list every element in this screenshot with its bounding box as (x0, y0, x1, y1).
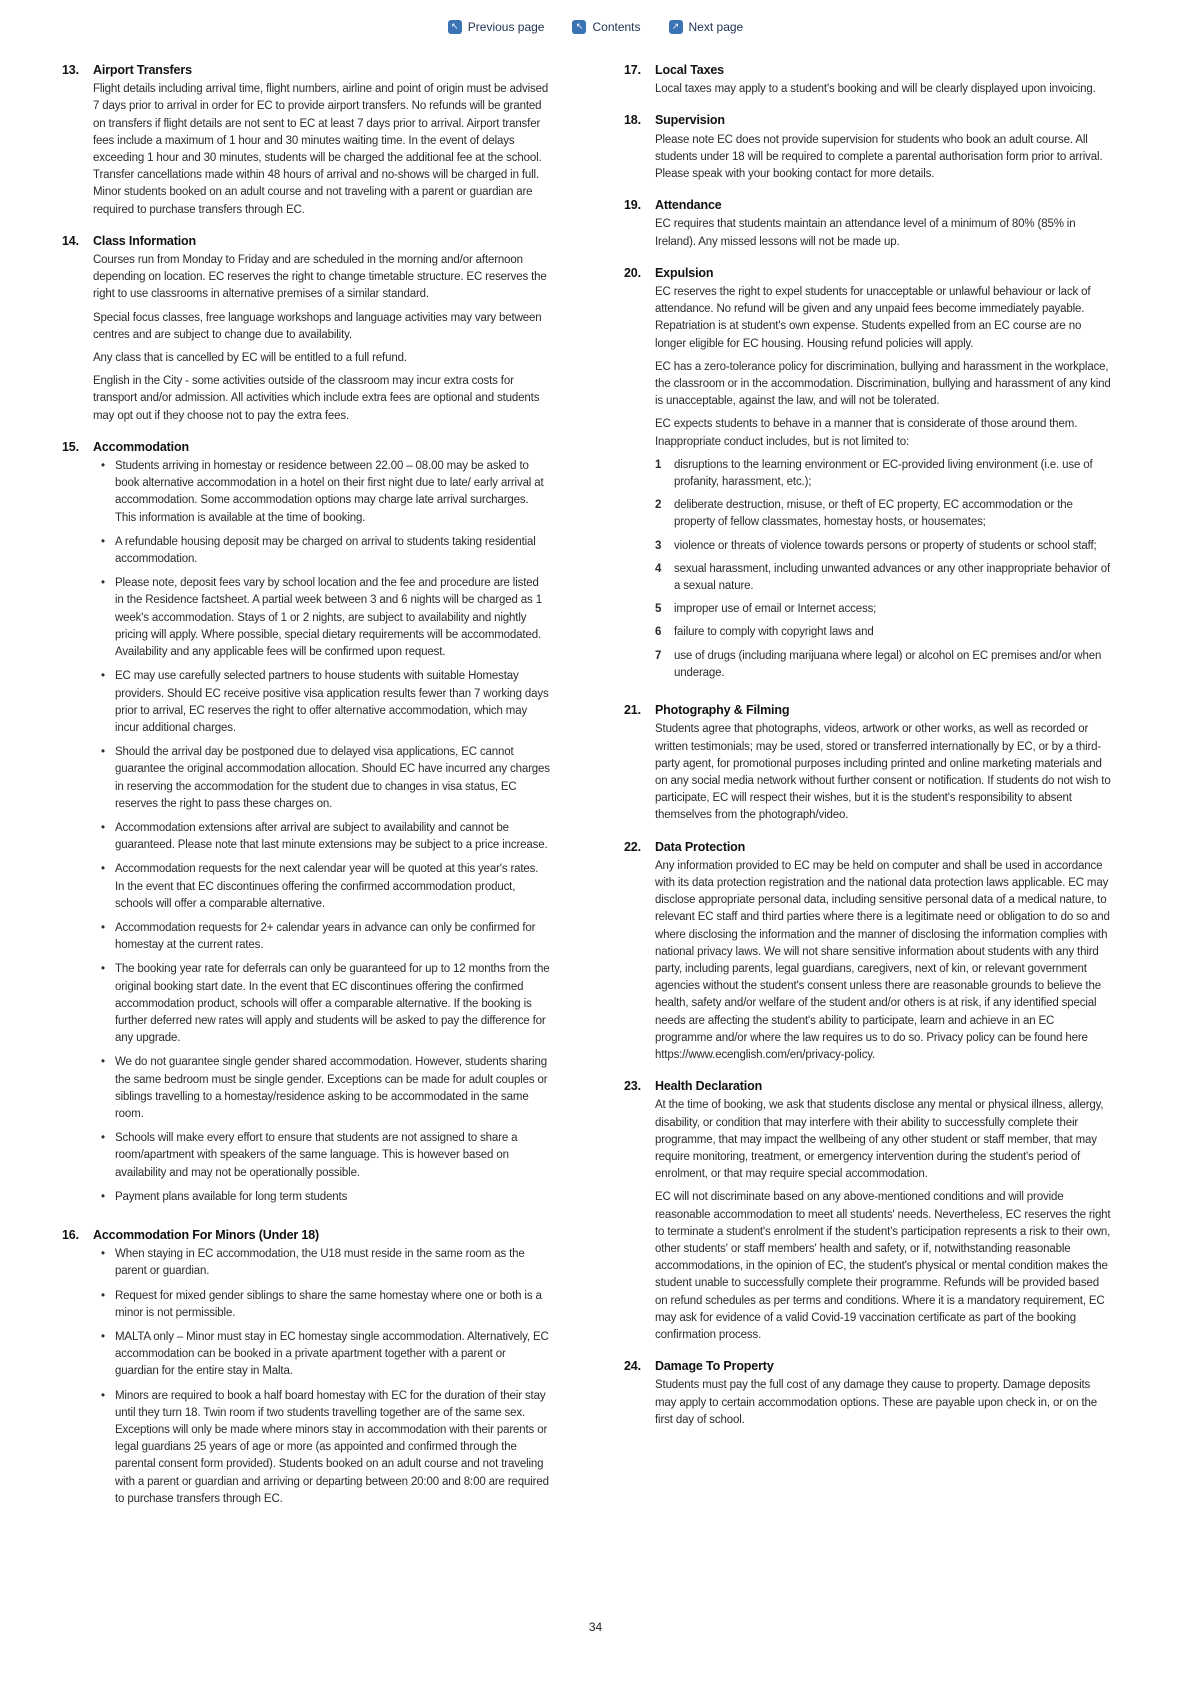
paragraph: Flight details including arrival time, flight numbers, airline and point of origin must be advised 7 days prior to arrival in order for EC to provide airport transfers. No refunds will be granted on transfers if flight details are not sent to EC at least 7 days prior to arrival. Airport transfer fees include a maximum of 1 hour and 30 minutes waiting time. In the event of delays exceeding 1 hour and 30 minutes, students will be charged the additional fee at the school. Transfer cancellations made within 48 hours of arrival and no-shows will be charged in full. Minor students booked on an adult course and not traveling with a parent or guardian are required to purchase transfers through EC. (93, 83, 549, 216)
section-title: Local Taxes (655, 63, 724, 77)
section-content (655, 62, 1112, 98)
left-column (62, 62, 550, 1529)
page-number: 34 (588, 1620, 603, 1634)
bullet-item: • A refundable housing deposit may be charged on arrival to students taking residential accommodation. (93, 534, 550, 568)
section-content (655, 839, 1112, 1065)
numbered-list (655, 457, 1112, 682)
section-title: Supervision (655, 113, 725, 128)
item-text: disruptions to the learning environment or EC-provided living environment (i.e. use of profanity, harassment, etc.); (674, 458, 1093, 489)
item-text: violence or threats of violence towards persons or property of students or school staff; (674, 539, 1097, 552)
numbered-item (655, 457, 1112, 491)
numbered-item (655, 561, 1112, 595)
paragraph: Any class that is cancelled by EC will be entitled to a full refund. (93, 352, 407, 365)
section-title: Accommodation (93, 439, 189, 454)
paragraph: EC will not discriminate based on any above-mentioned conditions and will provide reasonable accommodation to meet all students' needs. Nevertheless, EC reserves the right to terminate a student's enrolment if the student's participation represents a risk to their own, other students' or staff members' health and safety, or if, notwithstanding reasonable accommodations, in the opinion of EC, the student's physical or mental condition makes the student unable to successfully complete their programme. Refunds will be provided based on refund schedules as per terms and conditions. Where it is a mandatory requirement, EC may ask for evidence of a valid Covid-19 vaccination certificate as part of the booking confirmation process. (655, 1191, 1111, 1341)
bullet-item: • When staying in EC accommodation, the U18 must reside in the same room as the parent or guardian. (93, 1246, 550, 1280)
nav-link-label: Contents (592, 20, 641, 34)
right-column (624, 62, 1112, 1443)
item-text: improper use of email or Internet access; (674, 603, 877, 616)
section-content (655, 702, 1112, 824)
numbered-item (655, 648, 1112, 682)
numbered-item (655, 601, 1112, 618)
section-content (93, 233, 550, 425)
section-title: Expulsion (655, 265, 714, 280)
item-number: 6 (655, 626, 662, 639)
item-text: failure to comply with copyright laws and (674, 626, 874, 639)
bullet-item: • Minors are required to book a half board homestay with EC for the duration of their stay until they turn 18. Twin room if two students travelling together are of the same sex. Exceptions will only be made where minors stay in accommodation with their parents or legal guardians 25 years of age or more (as appointed and confirmed through the parental consent form provided). Students booked on an adult course and not traveling with a parent or guardian and arriving or departing between 20:00 and 8:00 are required to purchase transfers through EC. (93, 1388, 550, 1508)
section-content (655, 197, 1112, 251)
paragraph: English in the City - some activities outside of the classroom may incur extra costs for transport and/or admission. All activities which include extra fees are optional and students may opt out if they choose not to pay the extra fees. (93, 375, 540, 422)
bullet-list (93, 1246, 550, 1508)
section-content (655, 112, 1112, 183)
item-text: deliberate destruction, misuse, or theft of EC property, EC accommodation or the property of fellow classmates, homestay hosts, or housemates; (674, 499, 1073, 529)
section-title: Attendance (655, 198, 722, 213)
item-number: 4 (655, 562, 662, 575)
section-number: 15. (62, 439, 79, 454)
paragraph: EC reserves the right to expel students for unacceptable or unlawful behaviour or lack of attendance. No refund will be given and any unpaid fees become immediately payable. Repatriation is at student's own expense. Students expelled from an EC course are no longer eligible for EC housing. Housing refund policies will apply. (655, 286, 1091, 350)
section-content (655, 265, 1112, 688)
item-number: 2 (655, 499, 662, 512)
bullet-item: • Payment plans available for long term students (93, 1189, 550, 1206)
section-number: 22. (624, 839, 641, 854)
paragraph: EC expects students to behave in a manner that is considerate of those around them. Inappropriate conduct includes, but is not limited to: (655, 418, 1078, 448)
section-number: 18. (624, 113, 641, 128)
section-number: 16. (62, 1227, 79, 1242)
nav-link-previous-page[interactable] (448, 20, 545, 34)
nav-link-contents[interactable] (572, 20, 640, 34)
section-21-photography-filming (624, 702, 1112, 824)
section-18-supervision (624, 112, 1112, 183)
section-content (93, 439, 550, 1213)
section-content (93, 62, 550, 219)
section-16-accommodation-for-minors-under-18 (62, 1227, 550, 1515)
paragraph: Students must pay the full cost of any damage they cause to property. Damage deposits may apply to certain accommodation options. These are payable upon check in, or on the first day of school. (655, 1379, 1098, 1426)
bullet-item: • Schools will make every effort to ensure that students are not assigned to share a room/apartment with speakers of the same language. This is however based on availability and may not be operationally possible. (93, 1130, 550, 1182)
section-20-expulsion (624, 265, 1112, 688)
section-15-accommodation (62, 439, 550, 1213)
top-nav (0, 20, 1191, 34)
paragraph: Students agree that photographs, videos, artwork or other works, as well as recorded or written testimonials; may be used, stored or transferred internationally by EC, or by a third-party agent, for promotional purposes including printed and online marketing materials and on any social media network without further consent or notification. If students do not wish to participate, EC will respect their wishes, but it is the student's responsibility to absent themselves from the photograph/video. (655, 723, 1111, 822)
section-13-airport-transfers (62, 62, 550, 219)
nav-link-label: Next page (688, 20, 744, 34)
section-17-local-taxes (624, 62, 1112, 98)
section-title: Airport Transfers (93, 63, 192, 77)
section-24-damage-to-property (624, 1358, 1112, 1429)
item-number: 1 (655, 458, 662, 471)
numbered-item (655, 497, 1112, 531)
paragraph: Any information provided to EC may be held on computer and shall be used in accordance with its data protection registration and the national data protection laws applicable. EC may disclose appropriate personal data, including sensitive personal data of a medical nature, to relevant EC staff and third parties where there is a legitimate need or obligation to do so and where disclosing the information and the manner of disclosing the information complies with national privacy laws. We will not share sensitive information about students with any third party, including parents, legal guardians, caregivers, next of kin, or relevant government agencies without the student's consent unless there are reasonable grounds to believe the health, safety and/or welfare of the student and/or others is at risk, if any identified special needs are affecting the student's ability to participate, learn and achieve in an EC programme and/or where the law requires us to do so. Privacy policy can be found here https://www.ecenglish.com/en/privacy-policy. (655, 859, 1110, 1061)
bullet-item: • Students arriving in homestay or residence between 22.00 – 08.00 may be asked to book alternative accommodation in a hotel on their first night due to late/ early arrival at accommodation. Some accommodation options may charge late arrival surcharges. This information is available at the time of booking. (93, 458, 550, 527)
section-content (655, 1358, 1112, 1429)
section-title: Health Declaration (655, 1079, 763, 1094)
section-14-class-information (62, 233, 550, 425)
arrow-up-left-icon: ↖ (448, 20, 462, 34)
bullet-item: • Please note, deposit fees vary by school location and the fee and procedure are listed in the Residence factsheet. A partial week between 3 and 6 nights will be charged as 1 week's accommodation. Stays of 1 or 2 nights, are subject to availability and nightly pricing will apply. Where possible, special dietary requirements will be accommodated. Availability and any applicable fees will be confirmed upon request. (93, 575, 550, 661)
section-number: 24. (624, 1359, 641, 1374)
item-text: sexual harassment, including unwanted advances or any other inappropriate behavior of a sexual nature. (674, 562, 1111, 593)
section-number: 21. (624, 703, 641, 718)
section-title: Accommodation For Minors (Under 18) (93, 1227, 320, 1242)
section-number: 23. (624, 1079, 641, 1094)
bullet-item: • Request for mixed gender siblings to share the same homestay where one or both is a minor is not permissible. (93, 1288, 550, 1322)
paragraph: EC requires that students maintain an attendance level of a minimum of 80% (85% in Ireland). Any missed lessons will not be made up. (655, 218, 1076, 248)
section-number: 13. (62, 63, 79, 77)
bullet-item: • We do not guarantee single gender shared accommodation. However, students sharing the same bedroom must be single gender. Exceptions can be made for adult couples or siblings travelling to a homestay/residence asking to be accommodated in the same room. (93, 1054, 550, 1123)
nav-link-next-page[interactable] (669, 20, 744, 34)
section-23-health-declaration (624, 1078, 1112, 1344)
bullet-item: • EC may use carefully selected partners to house students with suitable Homestay providers. Should EC receive positive visa application results fewer than 7 working days prior to arrival, EC reserves the right to offer alternative accommodation, which may incur additional charges. (93, 668, 550, 737)
section-22-data-protection (624, 839, 1112, 1065)
bullet-item: • Should the arrival day be postponed due to delayed visa applications, EC cannot guarantee the original accommodation allocation. Should EC have incurred any charges in reserving the accommodation for the student due to changes in visa status, EC reserves the right to pass these charges on. (93, 744, 550, 813)
section-number: 19. (624, 198, 641, 213)
paragraph: Courses run from Monday to Friday and are scheduled in the morning and/or afternoon depending on location. EC reserves the right to change timetable structure. EC reserves the right to use classrooms in alternative premises of a similar standard. (93, 254, 547, 301)
bullet-item: • The booking year rate for deferrals can only be guaranteed for up to 12 months from the original booking start date. In the event that EC discontinues offering the confirmed accommodation product, schools will offer a comparable alternative. If the booking is further deferred new rates will apply and students will be asked to pay the difference for any upgrade. (93, 961, 550, 1047)
section-title: Damage To Property (655, 1359, 774, 1374)
bullet-item: • MALTA only – Minor must stay in EC homestay single accommodation. Alternatively, EC accommodation can be booked in a private apartment together with a parent or guardian for the entire stay in Malta. (93, 1329, 550, 1381)
numbered-item (655, 538, 1112, 555)
item-number: 5 (655, 603, 662, 616)
nav-link-label: Previous page (467, 20, 545, 34)
bullet-item: • Accommodation extensions after arrival are subject to availability and cannot be guaranteed. Please note that last minute extensions may be subject to a price increase. (93, 820, 550, 854)
numbered-item (655, 624, 1112, 641)
item-number: 3 (655, 539, 662, 552)
arrow-up-right-icon: ↗ (669, 20, 683, 34)
section-number: 17. (624, 63, 641, 77)
paragraph: Please note EC does not provide supervision for students who book an adult course. All students under 18 will be required to complete a parental authorisation form prior to arrival. Please speak with your booking contact for more details. (655, 133, 1103, 181)
section-title: Photography & Filming (655, 703, 790, 718)
item-text: use of drugs (including marijuana where legal) or alcohol on EC premises and/or when underage. (674, 649, 1102, 679)
paragraph: Local taxes may apply to a student's booking and will be clearly displayed upon invoicing. (655, 83, 1096, 96)
bullet-item: • Accommodation requests for the next calendar year will be quoted at this year's rates. In the event that EC discontinues offering the confirmed accommodation product, schools will offer a comparable alternative. (93, 861, 550, 913)
paragraph: Special focus classes, free language workshops and language activities may vary between centres and are subject to change due to availability. (93, 311, 542, 341)
section-content (655, 1078, 1112, 1344)
section-19-attendance (624, 197, 1112, 251)
bullet-item: • Accommodation requests for 2+ calendar years in advance can only be confirmed for homestay at the current rates. (93, 920, 550, 954)
item-number: 7 (655, 649, 662, 662)
content (62, 62, 1112, 1529)
arrow-up-left-icon: ↖ (572, 20, 586, 34)
section-title: Data Protection (655, 839, 746, 854)
section-content (93, 1227, 550, 1515)
bullet-list (93, 458, 550, 1206)
section-title: Class Information (93, 233, 197, 248)
section-number: 14. (62, 233, 79, 248)
paragraph: At the time of booking, we ask that students disclose any mental or physical illness, allergy, disability, or condition that may interfere with their ability to successfully complete their programme, that may impact the wellbeing of any other student or staff member, that may require monitoring, treatment, or emergency intervention during the student's period of enrolment, or that may require special accommodation. (655, 1099, 1104, 1181)
paragraph: EC has a zero-tolerance policy for discrimination, bullying and harassment in the workplace, the classroom or in the accommodation. Discrimination, bullying and harassment of any kind is unacceptable, against the law, and will not be tolerated. (655, 360, 1111, 408)
section-number: 20. (624, 265, 641, 280)
